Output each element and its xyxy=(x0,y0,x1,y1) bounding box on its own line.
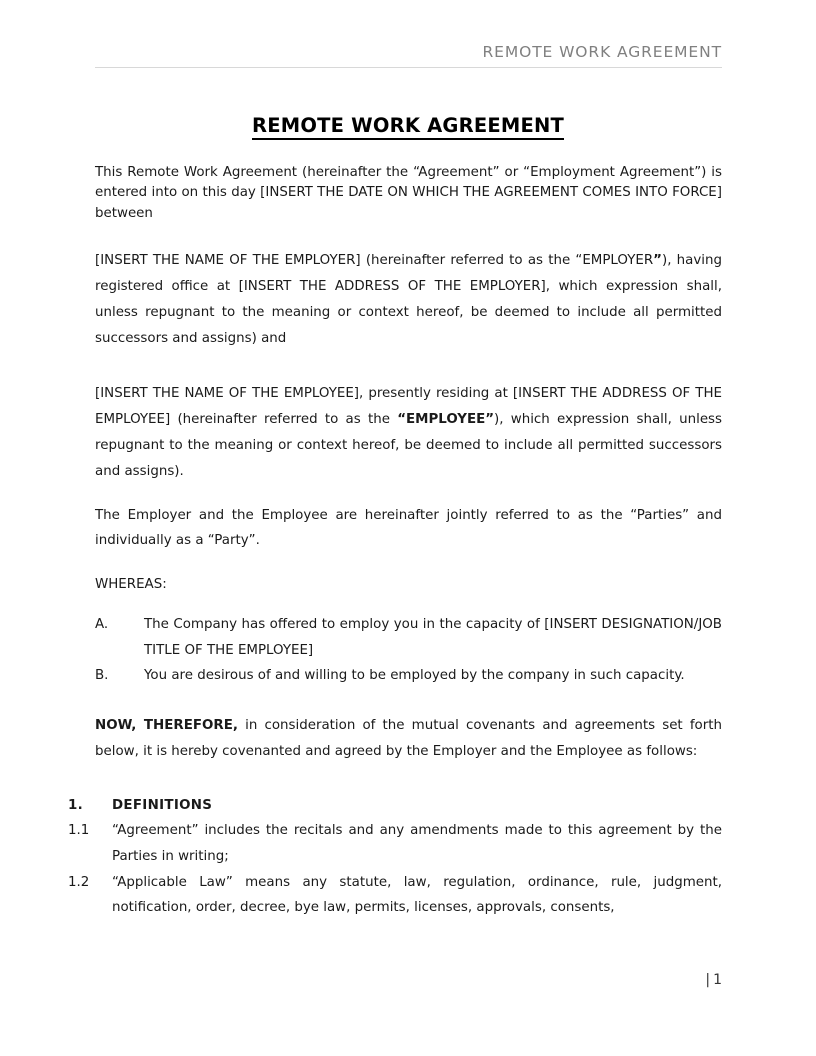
now-therefore-text: in consideration of the mutual covenants and agreements set forth below, it is hereby covenanted and agreed by the Employer and the Employee as follows: xyxy=(95,717,722,759)
paragraph-now-therefore xyxy=(95,713,722,765)
whereas-label: WHEREAS: xyxy=(95,577,167,593)
paragraph-employer-emphasis: ” xyxy=(653,253,662,269)
clause-number-1-1: 1.1 xyxy=(68,823,90,839)
page-title-text: REMOTE WORK AGREEMENT xyxy=(252,114,564,140)
recital-marker-b: B. xyxy=(95,668,109,684)
document-header xyxy=(95,44,722,68)
list-item xyxy=(95,612,722,663)
document-content xyxy=(68,137,723,921)
clause-text-1-2: “Applicable Law” means any statute, law, regulation, ordinance, rule, judgment, notification, order, decree, bye law, permits, licenses, approvals, consents, xyxy=(112,874,722,916)
paragraph-employer-text-a: [INSERT THE NAME OF THE EMPLOYER] (hereinafter referred to as the “EMPLOYER xyxy=(95,253,654,269)
running-header-title: REMOTE WORK AGREEMENT xyxy=(482,43,722,61)
footer-page-number: 1 xyxy=(713,972,722,988)
header-divider-rule xyxy=(95,67,722,68)
section-heading-definitions xyxy=(68,794,722,818)
recital-text-b: You are desirous of and willing to be employed by the company in such capacity. xyxy=(144,668,685,684)
paragraph-employee-emphasis: “EMPLOYEE” xyxy=(397,412,495,428)
recital-text-a: The Company has offered to employ you in the capacity of [INSERT DESIGNATION/JOB TITLE OF THE EMPLOYEE] xyxy=(144,616,722,658)
section-title: DEFINITIONS xyxy=(112,798,213,814)
clause-1-2 xyxy=(68,870,722,921)
paragraph-parties: The Employer and the Employee are hereinafter jointly referred to as the “Parties” and individually as a “Party”. xyxy=(95,507,722,549)
document-footer xyxy=(95,972,722,988)
paragraph-preamble: This Remote Work Agreement (hereinafter the “Agreement” or “Employment Agreement”) is entered into on this day [INSERT THE DATE ON WHICH THE AGREEMENT COMES INTO FORCE] between xyxy=(95,165,722,221)
recital-marker-a: A. xyxy=(95,616,109,632)
clause-1-1 xyxy=(68,818,722,869)
paragraph-employer-text-b: ), having registered office at [INSERT THE ADDRESS OF THE EMPLOYER], which expression shall, unless repugnant to the meaning or context hereof, be deemed to include all permitted successors and assigns) and xyxy=(95,253,723,346)
footer-separator: | xyxy=(705,972,711,988)
clause-number-1-2: 1.2 xyxy=(68,874,90,890)
clause-text-1-1: “Agreement” includes the recitals and any amendments made to this agreement by the Parties in writing; xyxy=(112,823,722,864)
document-body xyxy=(0,100,816,921)
paragraph-employee-text-a: [INSERT THE NAME OF THE EMPLOYEE], presently residing at [INSERT THE ADDRESS OF THE EMPLOYEE] (hereinafter referred to as the xyxy=(95,386,722,428)
section-number: 1. xyxy=(68,798,84,814)
recitals-list xyxy=(95,612,722,689)
paragraph-employer xyxy=(95,248,722,351)
paragraph-employee xyxy=(95,381,722,484)
page-title xyxy=(0,114,816,137)
list-item xyxy=(95,663,722,689)
definitions-section xyxy=(68,794,722,920)
now-therefore-emphasis: NOW, THEREFORE, xyxy=(95,717,238,733)
paragraph-employee-text-b: ), which expression shall, unless repugnant to the meaning or context hereof, be deemed to include all permitted successors and assigns). xyxy=(95,412,723,479)
